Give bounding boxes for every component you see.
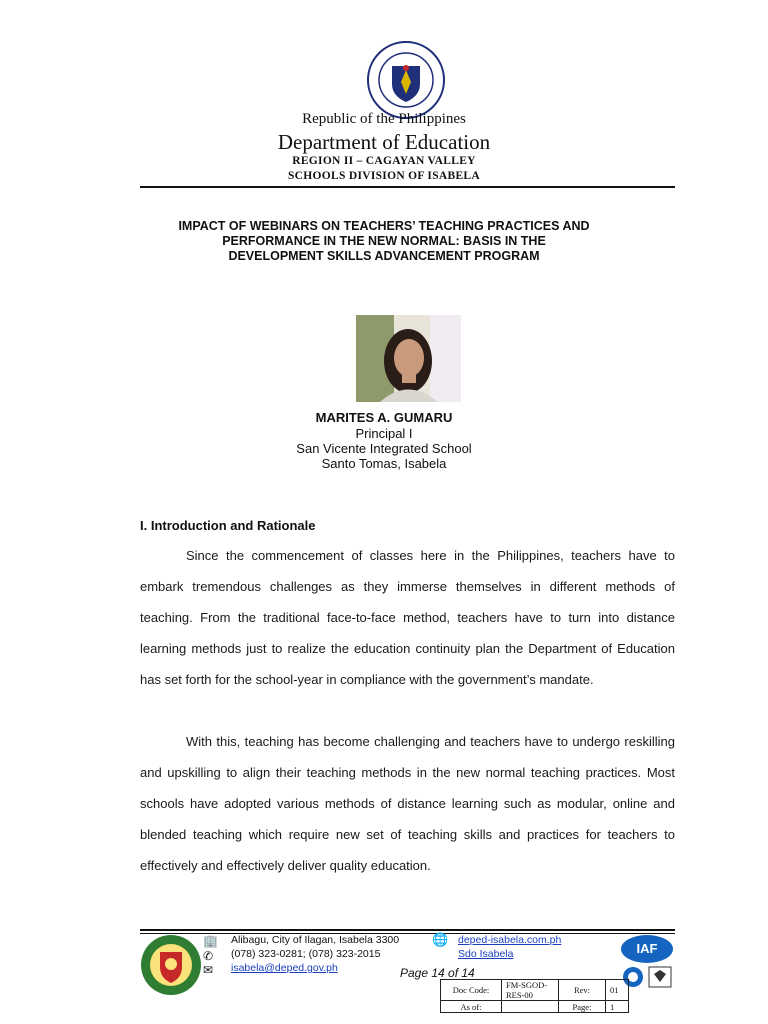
as-of-value (502, 1001, 559, 1013)
footer-divider-bottom (140, 933, 675, 934)
paper-title-line-2: PERFORMANCE IN THE NEW NORMAL: BASIS IN THE (222, 234, 546, 248)
intro-paragraph-2-text: With this, teaching has become challenging and teachers have to undergo reskilling and upskilling to align their teaching methods in the new normal teaching practices. Most schools have adopted various methods of distance learning such as modular, online and blended teaching which require new set of teaching skills and practices for teachers to effectively and effectively deliver quality education. (140, 734, 675, 873)
author-position: Principal I (355, 426, 413, 441)
iaf-logo (620, 934, 674, 964)
republic-heading: Republic of the Philippines (302, 111, 466, 127)
document-control-table (440, 979, 629, 1013)
header-divider (140, 186, 675, 188)
as-of-label: As of: (441, 1001, 502, 1013)
page-number: Page 14 of 14 (400, 966, 475, 980)
building-icon: 🏢 (203, 934, 218, 948)
footer-facebook-link[interactable]: Sdo Isabela (458, 948, 514, 960)
paper-title-line-1: IMPACT OF WEBINARS ON TEACHERS’ TEACHING PRACTICES AND (178, 219, 590, 233)
footer-address: Alibagu, City of Ilagan, Isabela 3300 (231, 934, 400, 946)
deped-seal-logo (366, 40, 446, 120)
intro-paragraph-1-text: Since the commencement of classes here in the Philippines, teachers have to embark tremendous challenges as they immerse themselves in different methods of teaching. From the traditional face-to-face method, teachers have to turn into distance learning methods just to realize the education continuity plan the Department of Education has set forth for the school-year in compliance with the government’s mandate. (140, 548, 675, 687)
author-name: MARITES A. GUMARU (315, 410, 453, 425)
section-heading: I. Introduction and Rationale (140, 518, 316, 533)
division-logo (140, 934, 202, 996)
page-value: 1 (606, 1001, 629, 1013)
author-school: San Vicente Integrated School (296, 441, 472, 456)
email-icon: ✉ (203, 963, 214, 977)
paper-title-line-3: DEVELOPMENT SKILLS ADVANCEMENT PROGRAM (228, 249, 540, 263)
doc-code-label: Doc Code: (441, 980, 502, 1001)
footer-website-link[interactable]: deped-isabela.com.ph (458, 934, 562, 946)
footer-phone: (078) 323-0281; (078) 323-2015 (231, 948, 381, 960)
intro-paragraph-1 (140, 540, 675, 695)
ukas-logo (648, 966, 672, 988)
footer-divider-top (140, 929, 675, 931)
author-location: Santo Tomas, Isabela (321, 456, 447, 471)
footer-email-link[interactable]: isabela@deped.gov.ph (231, 962, 338, 974)
author-photo (356, 315, 461, 402)
division-heading: SCHOOLS DIVISION OF ISABELA (287, 170, 481, 182)
intro-paragraph-2 (140, 726, 675, 881)
doc-code-value: FM-SGOD-RES-00 (502, 980, 559, 1001)
rev-value: 01 (606, 980, 629, 1001)
page-label: Page: (559, 1001, 606, 1013)
region-heading: REGION II – CAGAYAN VALLEY (292, 155, 476, 167)
department-heading: Department of Education (277, 130, 491, 154)
globe-icon: 🌐 (432, 932, 449, 947)
rev-label: Rev: (559, 980, 606, 1001)
phone-icon: ✆ (203, 949, 214, 963)
iaf-label: IAF (636, 941, 658, 956)
